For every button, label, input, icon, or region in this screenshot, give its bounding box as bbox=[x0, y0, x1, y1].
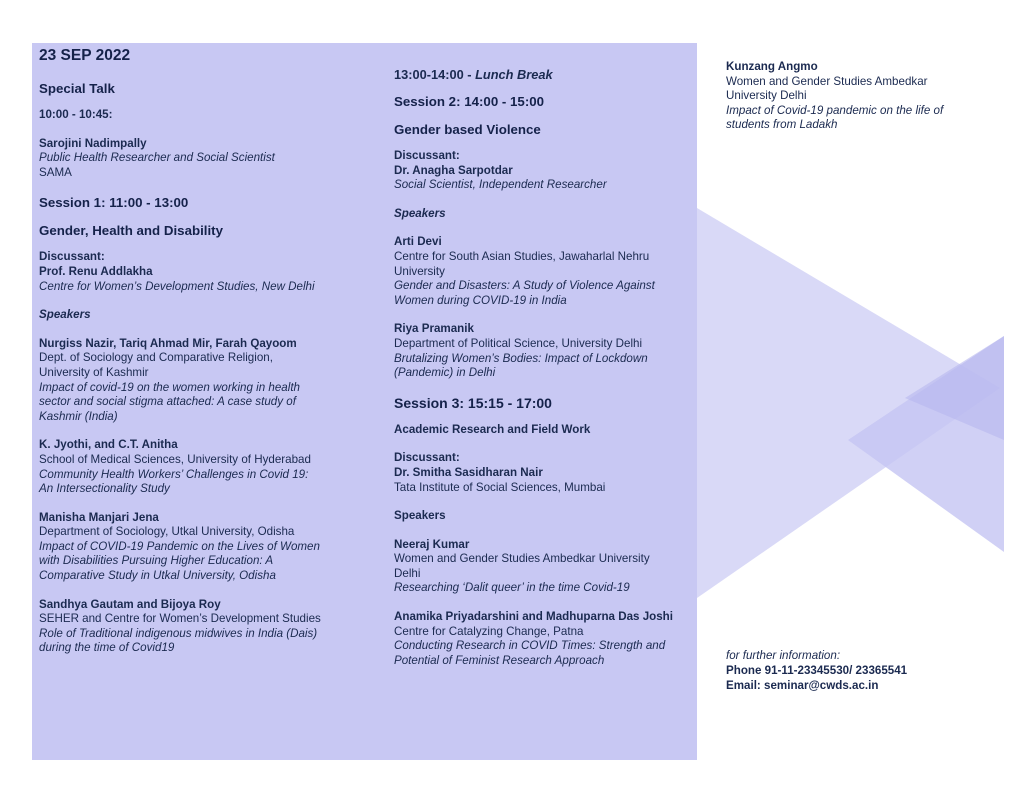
speaker-affiliation: SEHER and Centre for Women’s Development Studies bbox=[39, 612, 321, 626]
paper-title: Brutalizing Women’s Bodies: Impact of Lockdown bbox=[394, 351, 648, 365]
speaker-name: Arti Devi bbox=[394, 235, 442, 249]
paper-title: Role of Traditional indigenous midwives in India (Dais) bbox=[39, 626, 318, 640]
paper-title: Women during COVID-19 in India bbox=[394, 293, 567, 307]
contact-label: for further information: bbox=[726, 649, 841, 662]
speaker-entry bbox=[394, 538, 694, 596]
lunch-break-line bbox=[394, 66, 694, 83]
speakers-label: Speakers bbox=[394, 206, 446, 220]
speaker-org: SAMA bbox=[39, 165, 72, 179]
speaker-affiliation: Department of Political Science, University Delhi bbox=[394, 336, 643, 350]
event-date: 23 SEP 2022 bbox=[39, 47, 131, 64]
contact-info bbox=[726, 648, 1006, 693]
speaker-affiliation: University of Kashmir bbox=[39, 365, 149, 379]
speaker-role: Public Health Researcher and Social Scientist bbox=[39, 151, 275, 165]
paper-title: An Intersectionality Study bbox=[39, 482, 170, 496]
discussant-label: Discussant: bbox=[39, 250, 105, 264]
speaker-name: Riya Pramanik bbox=[394, 322, 474, 336]
session-2-discussant bbox=[394, 149, 694, 193]
speaker-affiliation: Dept. of Sociology and Comparative Religion, bbox=[39, 351, 273, 365]
speaker-affiliation: Women and Gender Studies Ambedkar bbox=[726, 74, 928, 88]
speaker-entry bbox=[39, 598, 369, 656]
discussant-affiliation: Centre for Women’s Development Studies, New Delhi bbox=[39, 279, 315, 293]
speaker-entry bbox=[394, 235, 694, 308]
paper-title: Conducting Research in COVID Times: Strength and bbox=[394, 639, 666, 653]
session-1-discussant bbox=[39, 250, 369, 294]
session-3-heading: Session 3: 15:15 - 17:00 bbox=[394, 394, 552, 411]
paper-title: Comparative Study in Utkal University, Odisha bbox=[39, 569, 276, 583]
speaker-name: Manisha Manjari Jena bbox=[39, 510, 159, 524]
paper-title: sector and social stigma attached: A case study of bbox=[39, 395, 296, 409]
discussant-label: Discussant: bbox=[394, 149, 460, 162]
speaker-name: Anamika Priyadarshini and Madhuparna Das Joshi bbox=[394, 610, 673, 624]
speaker-affiliation: Centre for South Asian Studies, Jawaharlal Nehru bbox=[394, 249, 650, 263]
lunch-time: 13:00-14:00 - bbox=[394, 67, 472, 82]
program-column-1 bbox=[39, 46, 369, 670]
discussant-label: Discussant: bbox=[394, 451, 460, 465]
speaker-name: Nurgiss Nazir, Tariq Ahmad Mir, Farah Qayoom bbox=[39, 336, 297, 350]
session-1-theme: Gender, Health and Disability bbox=[39, 223, 223, 239]
special-talk-speaker bbox=[39, 137, 369, 181]
paper-title: Gender and Disasters: A Study of Violence Against bbox=[394, 279, 655, 293]
paper-title: students from Ladakh bbox=[726, 118, 838, 132]
session-3-discussant bbox=[394, 451, 694, 495]
speaker-name: K. Jyothi, and C.T. Anitha bbox=[39, 438, 178, 452]
session-1-heading: Session 1: 11:00 - 13:00 bbox=[39, 195, 189, 211]
discussant-affiliation: Tata Institute of Social Sciences, Mumbai bbox=[394, 480, 606, 494]
speaker-affiliation: School of Medical Sciences, University of Hyderabad bbox=[39, 452, 311, 466]
speaker-entry bbox=[39, 438, 369, 496]
speaker-entry bbox=[39, 511, 369, 584]
discussant-name: Prof. Renu Addlakha bbox=[39, 264, 153, 278]
discussant-affiliation: Social Scientist, Independent Researcher bbox=[394, 178, 607, 192]
paper-title: (Pandemic) in Delhi bbox=[394, 366, 496, 380]
paper-title: Community Health Workers’ Challenges in Covid 19: bbox=[39, 467, 309, 481]
paper-title: Impact of Covid-19 pandemic on the life of bbox=[726, 103, 944, 117]
speakers-label: Speakers bbox=[39, 308, 91, 322]
special-talk-time: 10:00 - 10:45: bbox=[39, 108, 113, 121]
speaker-affiliation: Department of Sociology, Utkal University, Odisha bbox=[39, 525, 295, 539]
discussant-name: Dr. Anagha Sarpotdar bbox=[394, 163, 513, 177]
paper-title: during the time of Covid19 bbox=[39, 641, 175, 655]
program-column-3 bbox=[726, 60, 1016, 147]
speaker-affiliation: Centre for Catalyzing Change, Patna bbox=[394, 624, 584, 638]
paper-title: with Disabilities Pursuing Higher Education: A bbox=[39, 554, 274, 568]
contact-phone: Phone 91-11-23345530/ 23365541 bbox=[726, 664, 908, 677]
speaker-name: Kunzang Angmo bbox=[726, 60, 818, 73]
paper-title: Kashmir (India) bbox=[39, 409, 118, 423]
discussant-name: Dr. Smitha Sasidharan Nair bbox=[394, 465, 543, 479]
speaker-affiliation: University Delhi bbox=[726, 89, 807, 103]
special-talk-heading: Special Talk bbox=[39, 81, 115, 96]
speaker-entry bbox=[726, 60, 1016, 133]
speaker-entry bbox=[394, 322, 694, 380]
paper-title: Impact of covid-19 on the women working in health bbox=[39, 380, 301, 394]
session-2-heading: Session 2: 14:00 - 15:00 bbox=[394, 94, 545, 109]
speaker-affiliation: University bbox=[394, 264, 445, 278]
paper-title: Impact of COVID-19 Pandemic on the Lives of Women bbox=[39, 539, 320, 553]
contact-email: Email: seminar@cwds.ac.in bbox=[726, 679, 879, 692]
paper-title: Researching ‘Dalit queer’ in the time Covid-19 bbox=[394, 581, 630, 595]
lunch-label: Lunch Break bbox=[475, 67, 553, 82]
speaker-affiliation: Delhi bbox=[394, 566, 421, 580]
speaker-entry bbox=[394, 610, 694, 668]
speakers-label: Speakers bbox=[394, 509, 446, 523]
session-3-theme: Academic Research and Field Work bbox=[394, 422, 591, 436]
program-column-2 bbox=[394, 66, 694, 682]
speaker-name: Neeraj Kumar bbox=[394, 537, 470, 551]
speaker-name: Sarojini Nadimpally bbox=[39, 136, 147, 150]
session-2-theme: Gender based Violence bbox=[394, 122, 541, 137]
paper-title: Potential of Feminist Research Approach bbox=[394, 653, 605, 667]
speaker-affiliation: Women and Gender Studies Ambedkar University bbox=[394, 552, 650, 566]
speaker-entry bbox=[39, 337, 369, 425]
speaker-name: Sandhya Gautam and Bijoya Roy bbox=[39, 597, 221, 611]
